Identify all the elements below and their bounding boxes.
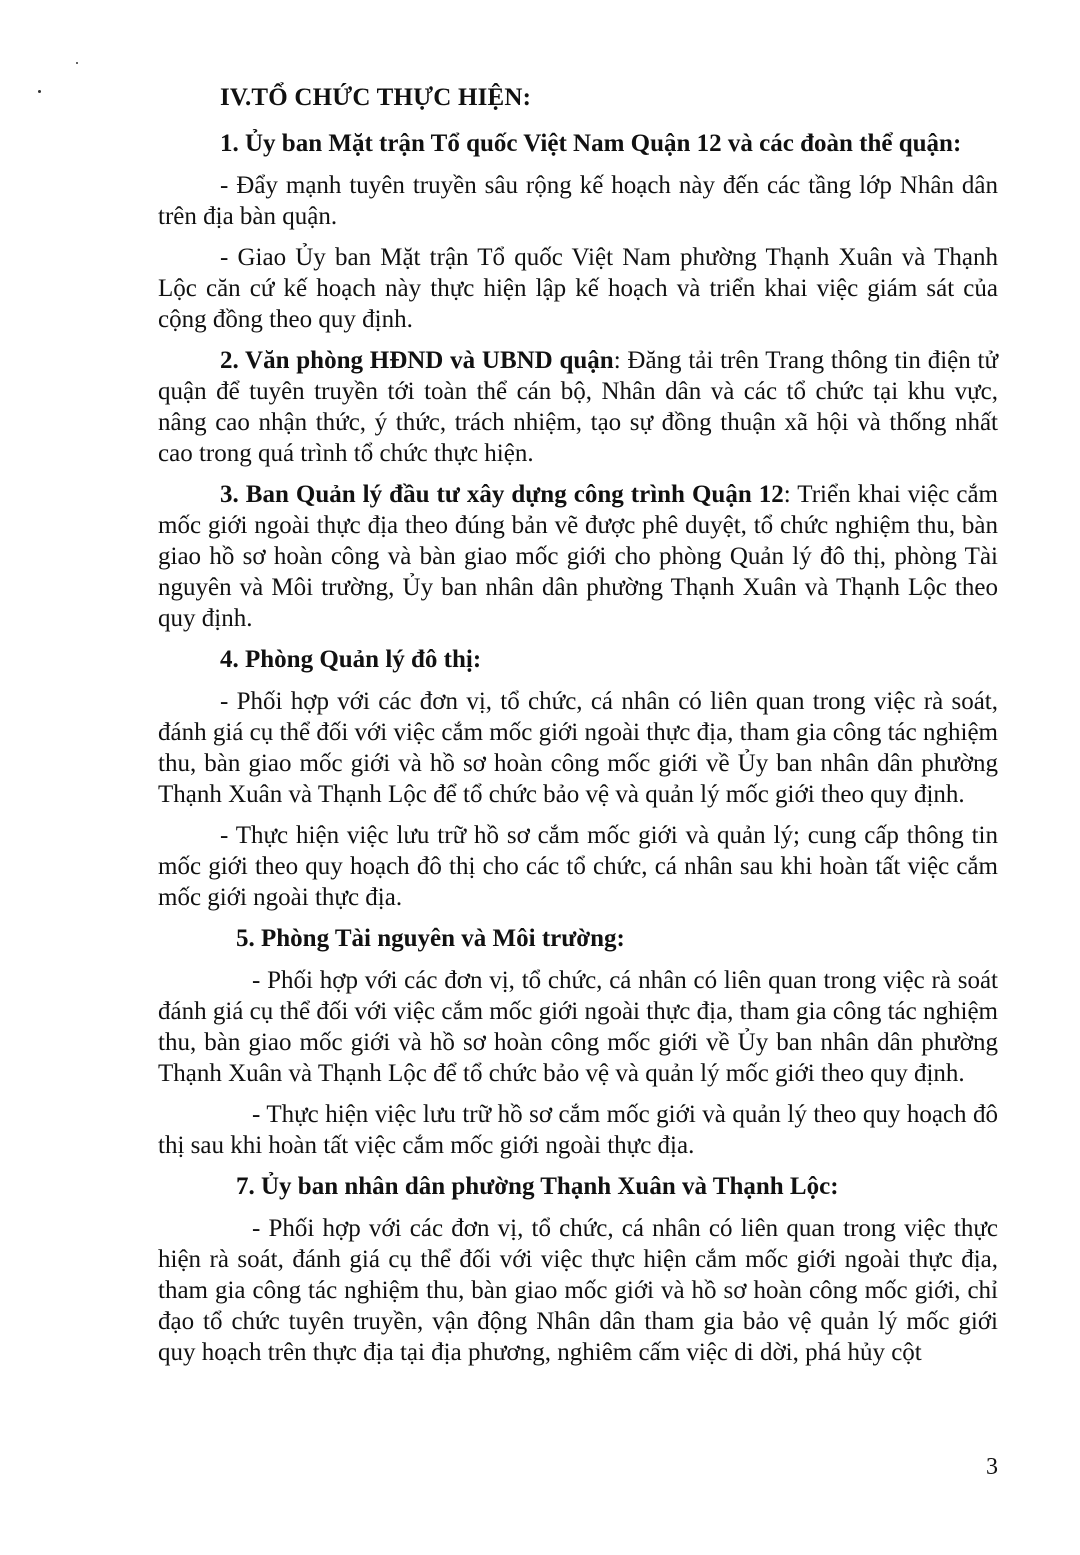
- page-number: 3: [986, 1454, 998, 1480]
- section-3-lead: 3. Ban Quản lý đầu tư xây dựng công trình Quận 12: [220, 481, 784, 508]
- section-heading: IV.TỔ CHỨC THỰC HIỆN:: [220, 84, 532, 111]
- section-1-title: 1. Ủy ban Mặt trận Tổ quốc Việt Nam Quận 12 và các đoàn thể quận:: [220, 130, 962, 157]
- section-2-paragraph: [158, 345, 998, 469]
- section-7-title: 7. Ủy ban nhân dân phường Thạnh Xuân và Thạnh Lộc:: [236, 1173, 839, 1200]
- section-3-text: : Triển khai việc cắm mốc giới ngoài thực địa theo đúng bản vẽ được phê duyệt, tổ chức nghiệm thu, bàn giao hồ sơ hoàn công và bàn giao mốc giới cho phòng Quản lý đô thị, phòng Tài nguyên và Môi trường, Ủy ban nhân dân phường Thạnh Xuân và Thạnh Lộc theo quy định.: [158, 481, 998, 632]
- section-4-paragraph-2: - Thực hiện việc lưu trữ hồ sơ cắm mốc giới và quản lý; cung cấp thông tin mốc giới theo quy hoạch đô thị cho các tổ chức, cá nhân sau khi hoàn tất việc cắm mốc giới ngoài thực địa.: [158, 822, 998, 911]
- section-7-paragraph-1: - Phối hợp với các đơn vị, tổ chức, cá nhân có liên quan trong việc thực hiện rà soát, đánh giá cụ thể đối với việc thực hiện cắm mốc giới ngoài thực địa, tham gia công tác nghiệm thu, bàn giao mốc giới và hồ sơ hoàn công mốc giới, chỉ đạo tổ chức tuyên truyền, vận động Nhân dân tham gia bảo vệ quản lý mốc giới quy hoạch trên thực địa tại địa phương, nghiêm cấm việc di dời, phá hủy cột: [158, 1215, 998, 1366]
- section-3-paragraph: [158, 479, 998, 634]
- section-1-paragraph-2: - Giao Ủy ban Mặt trận Tổ quốc Việt Nam phường Thạnh Xuân và Thạnh Lộc căn cứ kế hoạch này thực hiện lập kế hoạch và triển khai việc giám sát của cộng đồng theo quy định.: [158, 244, 998, 333]
- section-1-paragraph-1: - Đẩy mạnh tuyên truyền sâu rộng kế hoạch này đến các tầng lớp Nhân dân trên địa bàn quận.: [158, 172, 998, 230]
- scan-speck: [38, 90, 41, 93]
- section-5-title: 5. Phòng Tài nguyên và Môi trường:: [236, 925, 625, 952]
- section-4-title: 4. Phòng Quản lý đô thị:: [220, 646, 482, 673]
- section-2-text: : Đăng tải trên Trang thông tin điện tử quận để tuyên truyền tới toàn thể cán bộ, Nhân dân và các tổ chức tại khu vực, nâng cao nhận thức, ý thức, trách nhiệm, tạo sự đồng thuận xã hội và thống nhất cao trong quá trình tổ chức thực hiện.: [158, 347, 998, 467]
- section-5-paragraph-2: - Thực hiện việc lưu trữ hồ sơ cắm mốc giới và quản lý theo quy hoạch đô thị sau khi hoàn tất việc cắm mốc giới ngoài thực địa.: [158, 1101, 998, 1159]
- scan-speck: [76, 62, 78, 64]
- section-5-paragraph-1: - Phối hợp với các đơn vị, tổ chức, cá nhân có liên quan trong việc rà soát đánh giá cụ thể đối với việc cắm mốc giới ngoài thực địa, tham gia công tác nghiệm thu, bàn giao mốc giới và hồ sơ hoàn công mốc giới về Ủy ban nhân dân phường Thạnh Xuân và Thạnh Lộc để tổ chức bảo vệ và quản lý mốc giới theo quy định.: [158, 967, 998, 1087]
- section-2-lead: 2. Văn phòng HĐND và UBND quận: [220, 347, 614, 374]
- document-page: [158, 82, 998, 1378]
- section-4-paragraph-1: - Phối hợp với các đơn vị, tổ chức, cá nhân có liên quan trong việc rà soát, đánh giá cụ thể đối với việc cắm mốc giới ngoài thực địa, tham gia công tác nghiệm thu, bàn giao mốc giới và hồ sơ hoàn công mốc giới về Ủy ban nhân dân phường Thạnh Xuân và Thạnh Lộc để tổ chức bảo vệ và quản lý mốc giới theo quy định.: [158, 688, 998, 808]
